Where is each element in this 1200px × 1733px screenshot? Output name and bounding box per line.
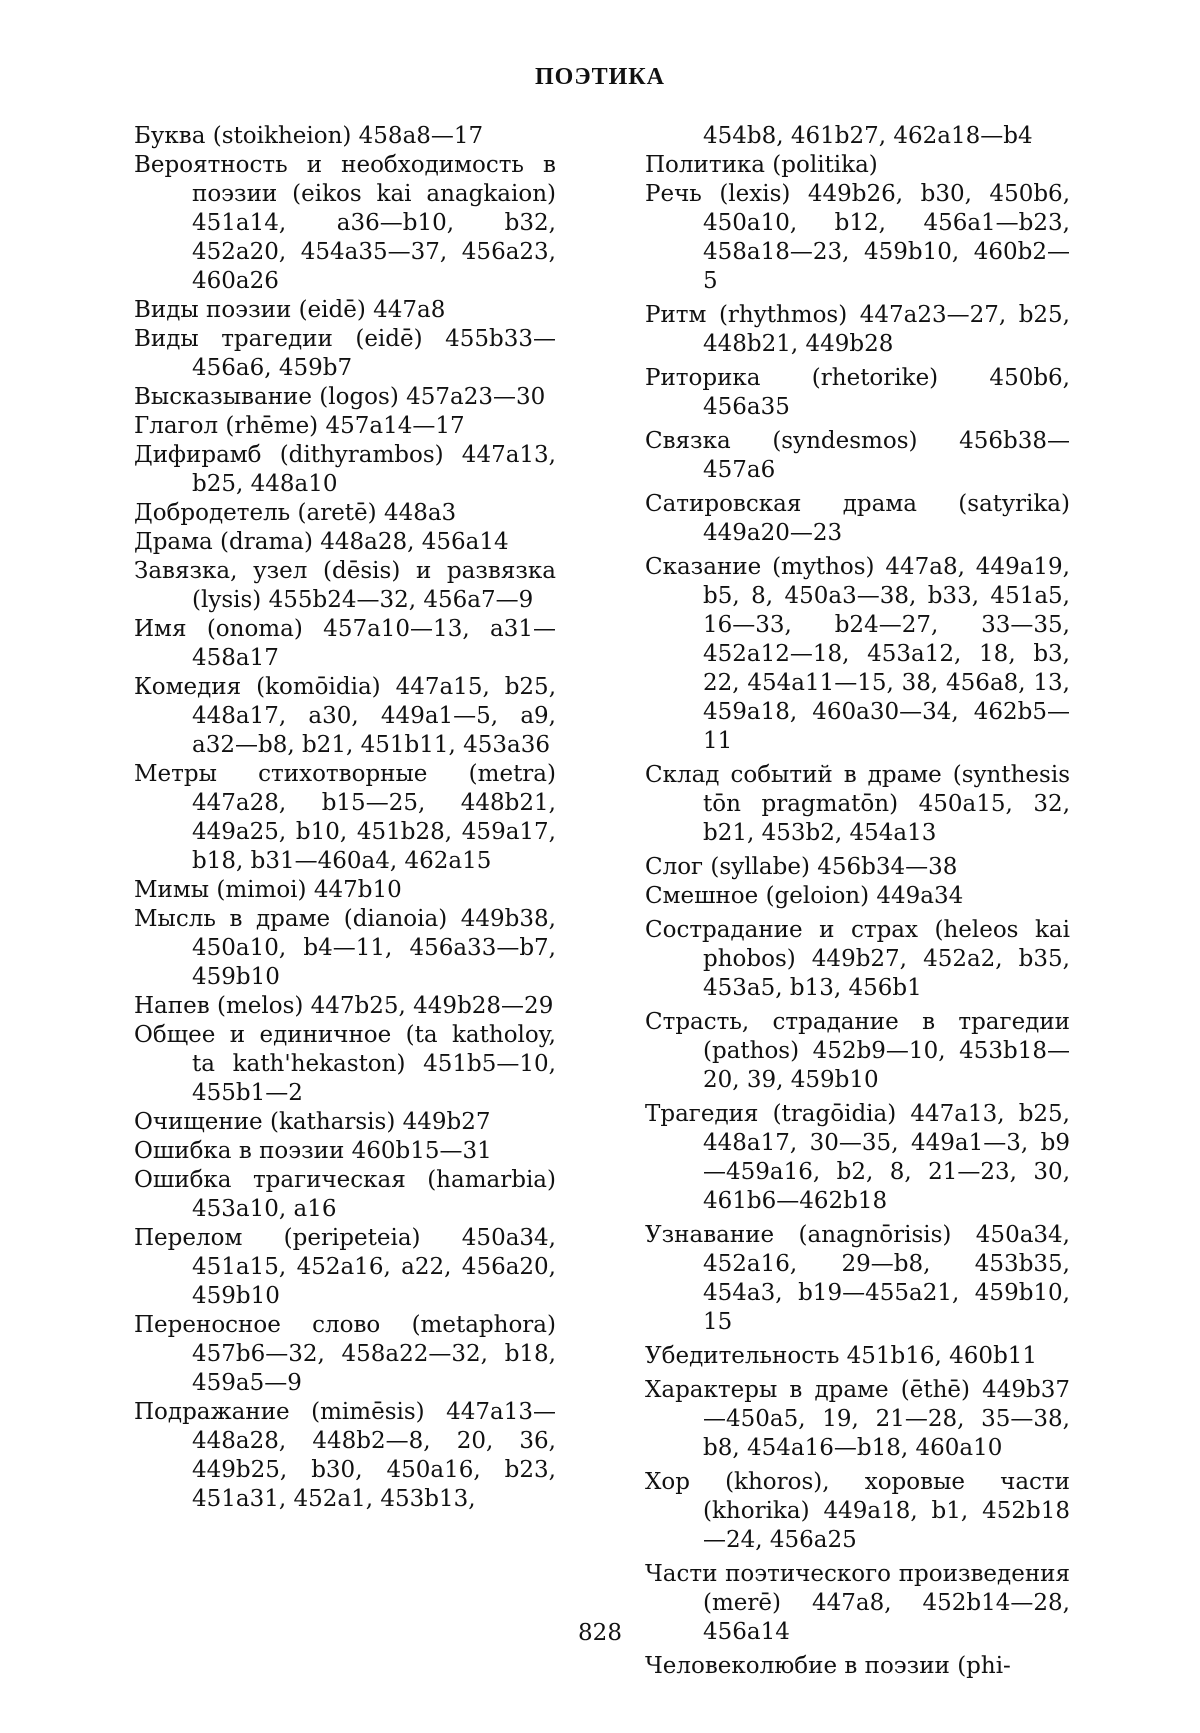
- index-entry: Трагедия (tragōidia) 447a13, b25, 448a17, 30—35, 449a1—3, b9—459a16, b2, 8, 21—23, 30, 461b6—462b18: [645, 1101, 1070, 1214]
- index-entry: Имя (onoma) 457a10—13, a31—458a17: [134, 616, 556, 671]
- index-entry: Мысль в драме (dianoia) 449b38, 450a10, b4—11, 456a33—b7, 459b10: [134, 906, 556, 990]
- index-entry: Убедительность 451b16, 460b11: [645, 1343, 1038, 1369]
- index-entry: Высказывание (logos) 457a23—30: [134, 384, 546, 410]
- index-entry: Политика (politika): [645, 152, 878, 178]
- index-entry: Узнавание (anagnōrisis) 450a34, 452a16, 29—b8, 453b35, 454a3, b19—455a21, 459b10, 15: [645, 1222, 1070, 1335]
- index-entry: Виды поэзии (eidē) 447a8: [134, 297, 446, 323]
- index-entry: Очищение (katharsis) 449b27: [134, 1109, 491, 1135]
- index-entry: Подражание (mimēsis) 447a13—448a28, 448b2—8, 20, 36, 449b25, b30, 450a16, b23, 451a31, 452a1, 453b13,: [134, 1399, 556, 1512]
- index-entry: Перелом (peripeteia) 450a34, 451a15, 452a16, a22, 456a20, 459b10: [134, 1225, 556, 1309]
- index-entry: Ошибка трагическая (hamarbia) 453a10, a16: [134, 1167, 556, 1222]
- index-entry: Человеколюбие в поэзии (phi-: [645, 1653, 1011, 1679]
- page-number: 828: [578, 1620, 622, 1646]
- index-entry: Связка (syndesmos) 456b38—457a6: [645, 428, 1070, 483]
- index-entry: Риторика (rhetorike) 450b6, 456a35: [645, 365, 1070, 420]
- index-entry: Завязка, узел (dēsis) и развязка (lysis) 455b24—32, 456a7—9: [134, 558, 556, 613]
- index-entry: Мимы (mimoi) 447b10: [134, 877, 402, 903]
- index-entry: Части поэтического произведения (merē) 447a8, 452b14—28, 456a14: [645, 1561, 1070, 1645]
- index-entry: Комедия (komōidia) 447a15, b25, 448a17, a30, 449a1—5, a9, a32—b8, b21, 451b11, 453a36: [134, 674, 556, 758]
- index-entry-continuation: 454b8, 461b27, 462a18—b4: [703, 123, 1033, 149]
- index-entry: Виды трагедии (eidē) 455b33—456a6, 459b7: [134, 326, 556, 381]
- index-entry: Страсть, страдание в трагедии (pathos) 452b9—10, 453b18—20, 39, 459b10: [645, 1009, 1070, 1093]
- index-column-right: [645, 122, 1070, 1681]
- index-entry: Метры стихотворные (metra) 447a28, b15—25, 448b21, 449a25, b10, 451b28, 459a17, b18, b31—460a4, 462a15: [134, 761, 556, 874]
- index-entry: Речь (lexis) 449b26, b30, 450b6, 450a10, b12, 456a1—b23, 458a18—23, 459b10, 460b2—5: [645, 181, 1070, 294]
- index-entry: Общее и единичное (ta katholoy, ta kath'hekaston) 451b5—10, 455b1—2: [134, 1022, 556, 1106]
- index-entry: Добродетель (aretē) 448a3: [134, 500, 457, 526]
- index-entry: Сострадание и страх (heleos kai phobos) 449b27, 452a2, b35, 453a5, b13, 456b1: [645, 917, 1070, 1001]
- index-entry: Переносное слово (metaphora) 457b6—32, 458a22—32, b18, 459a5—9: [134, 1312, 556, 1396]
- index-entry: Склад событий в драме (synthesis tōn pragmatōn) 450a15, 32, b21, 453b2, 454a13: [645, 762, 1070, 846]
- index-entry: Буква (stoikheion) 458a8—17: [134, 123, 484, 149]
- index-entry: Вероятность и необходимость в поэзии (eikos kai anagkaion) 451a14, a36—b10, b32, 452a20, 454a35—37, 456a23, 460a26: [134, 152, 556, 294]
- index-entry: Дифирамб (dithyrambos) 447a13, b25, 448a10: [134, 442, 556, 497]
- index-entry: Ритм (rhythmos) 447a23—27, b25, 448b21, 449b28: [645, 302, 1070, 357]
- index-entry: Смешное (geloion) 449a34: [645, 883, 964, 909]
- index-entry: Хор (khoros), хоровые части (khorika) 449a18, b1, 452b18—24, 456a25: [645, 1469, 1070, 1553]
- index-entry: Напев (melos) 447b25, 449b28—29: [134, 993, 554, 1019]
- index-entry: Слог (syllabe) 456b34—38: [645, 854, 958, 880]
- page-title: ПОЭТИКА: [534, 64, 666, 90]
- index-entry: Характеры в драме (ēthē) 449b37—450a5, 19, 21—28, 35—38, b8, 454a16—b18, 460a10: [645, 1377, 1070, 1461]
- index-column-left: [134, 122, 556, 1514]
- index-entry: Драма (drama) 448a28, 456a14: [134, 529, 509, 555]
- index-entry: Сатировская драма (satyrika) 449a20—23: [645, 491, 1070, 546]
- index-entry: Глагол (rhēme) 457a14—17: [134, 413, 465, 439]
- index-entry: Сказание (mythos) 447a8, 449a19, b5, 8, 450a3—38, b33, 451a5, 16—33, b24—27, 33—35, 452a12—18, 453a12, 18, b3, 22, 454a11—15, 38, 456a8, 13, 459a18, 460a30—34, 462b5—11: [645, 554, 1070, 754]
- index-entry: Ошибка в поэзии 460b15—31: [134, 1138, 492, 1164]
